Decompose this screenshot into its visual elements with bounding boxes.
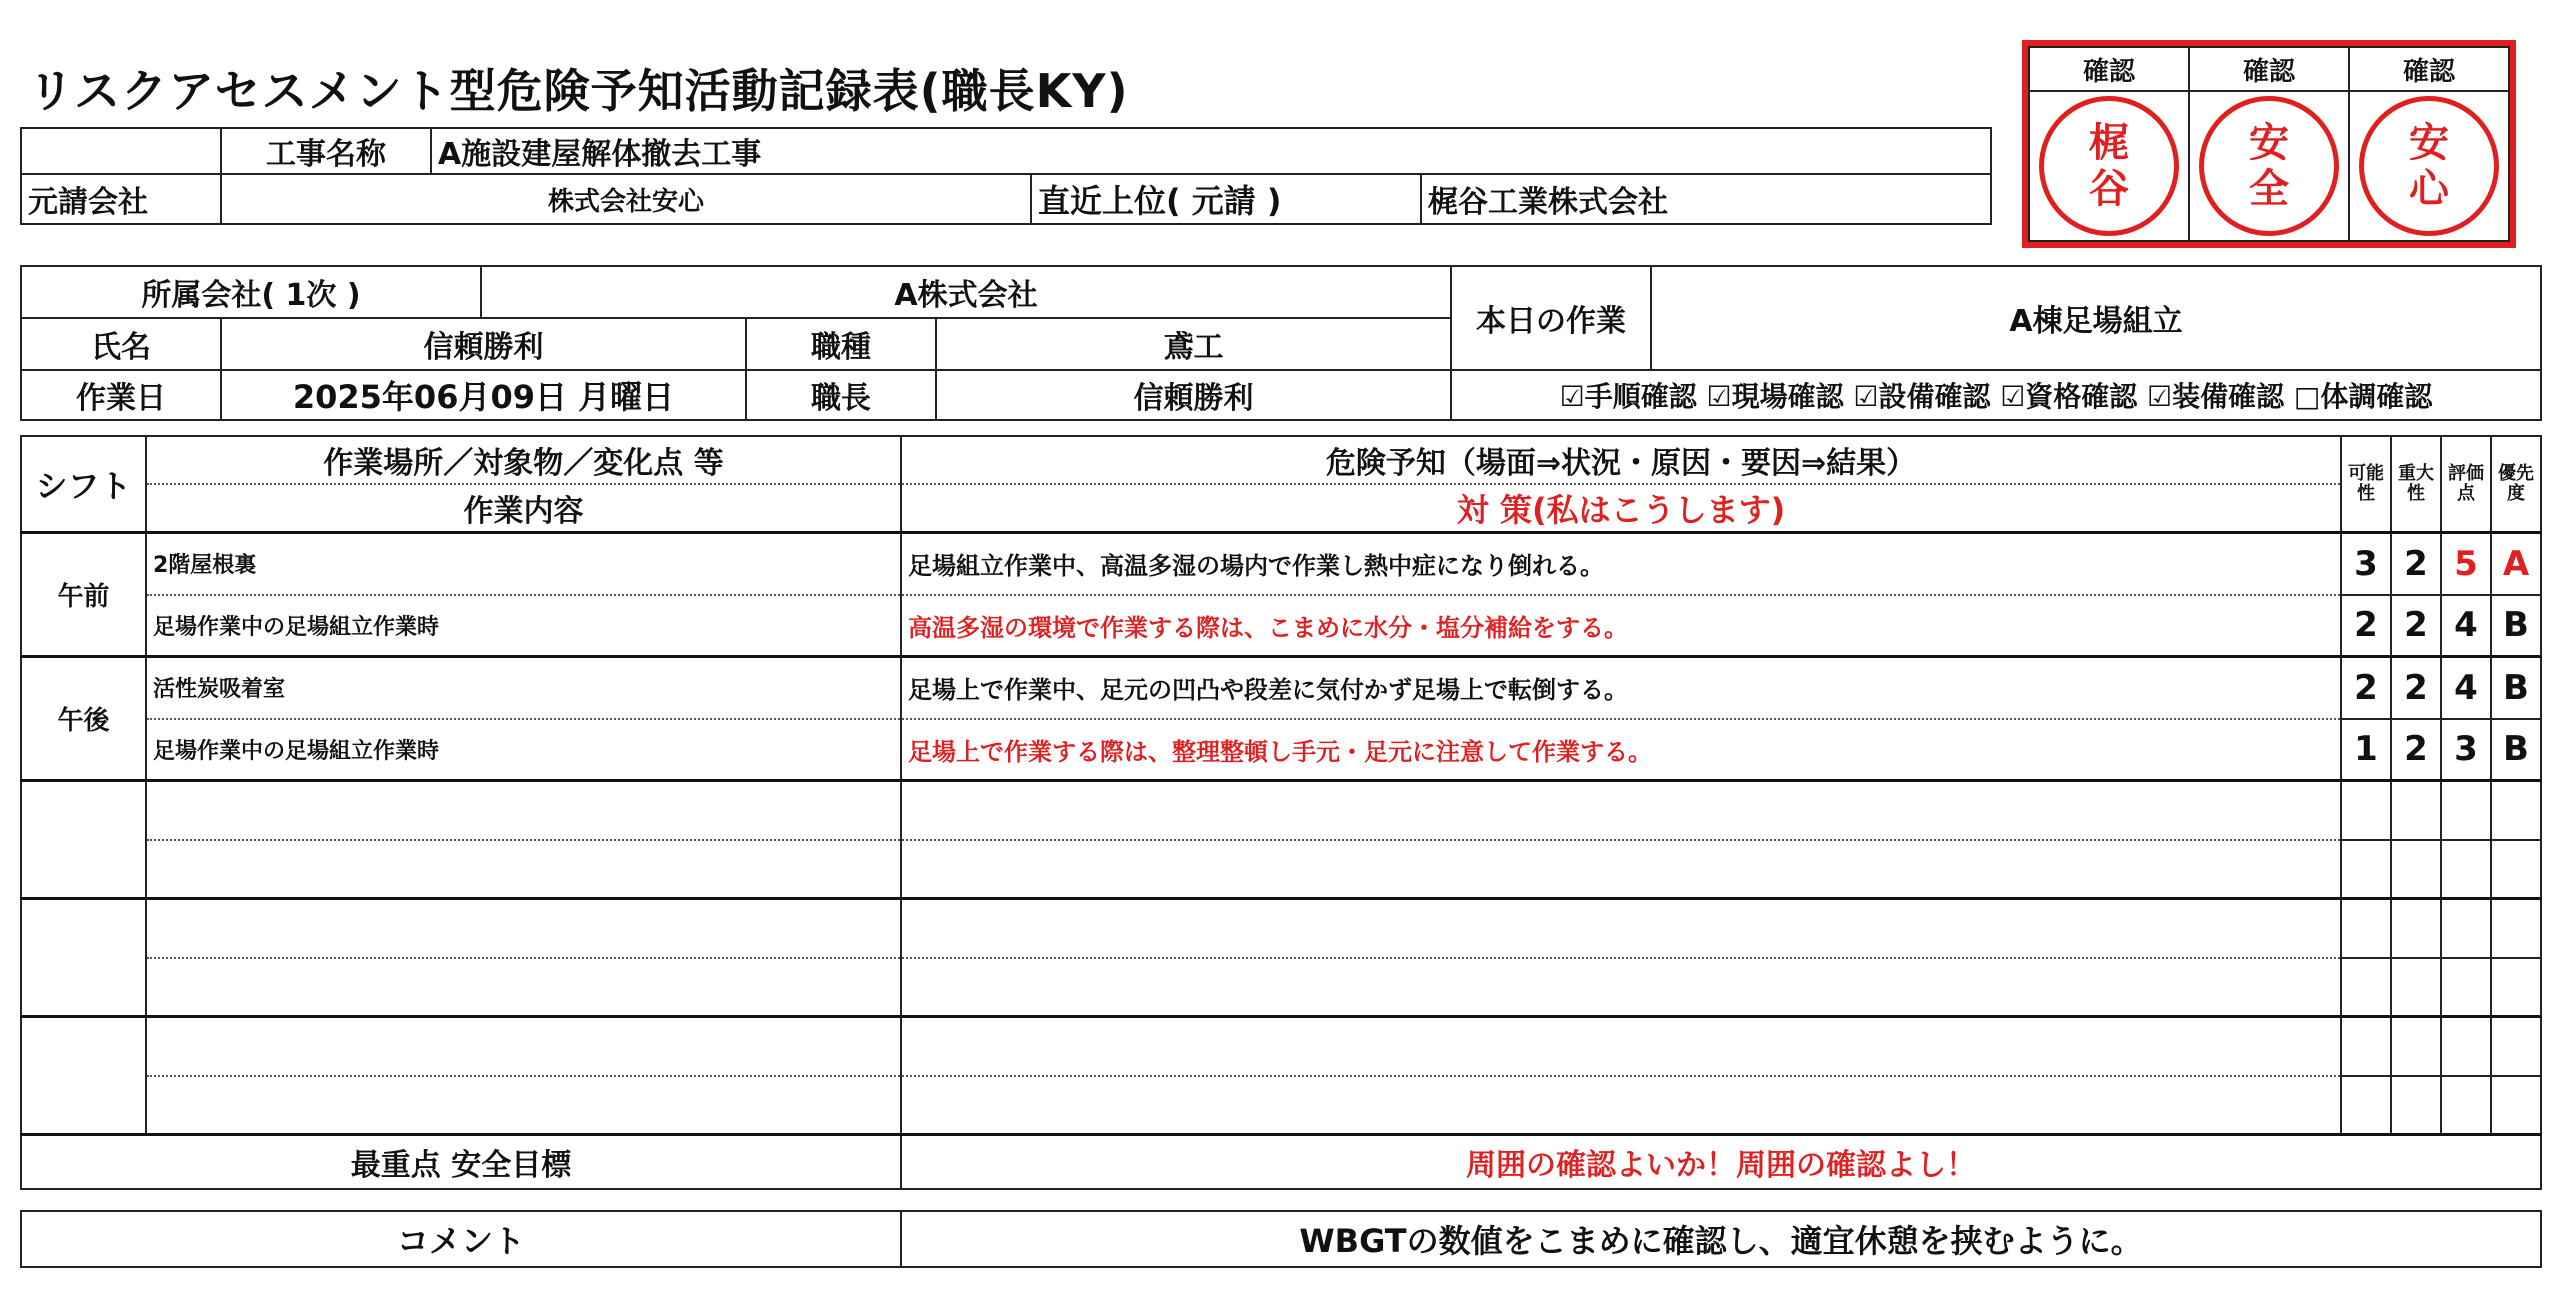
col-possibility: 可能性 bbox=[2341, 436, 2391, 533]
score-severity: 2 bbox=[2391, 657, 2441, 719]
company-value: A株式会社 bbox=[481, 266, 1451, 318]
foreman-value: 信頼勝利 bbox=[936, 370, 1451, 420]
place-header: 作業場所／対象物／変化点 等 bbox=[146, 436, 901, 484]
today-work-value: A棟足場組立 bbox=[1651, 266, 2541, 370]
col-priority: 優先度 bbox=[2491, 436, 2541, 533]
measure-cell: 高温多湿の環境で作業する際は、こまめに水分・塩分補給をする。 bbox=[901, 595, 2341, 657]
col-severity: 重大性 bbox=[2391, 436, 2441, 533]
today-work-label: 本日の作業 bbox=[1451, 266, 1651, 370]
project-table bbox=[20, 127, 1992, 225]
shift-empty bbox=[21, 1017, 146, 1135]
approval-label: 確認 bbox=[2029, 47, 2189, 91]
measure-cell: 足場上で作業する際は、整理整頓し手元・足元に注意して作業する。 bbox=[901, 719, 2341, 781]
content-cell bbox=[146, 1076, 901, 1135]
seal-stamp: 安 全 bbox=[2199, 96, 2339, 236]
content-header: 作業内容 bbox=[146, 484, 901, 533]
upper-value: 梶谷工業株式会社 bbox=[1421, 174, 1991, 224]
hazard-cell: 足場上で作業中、足元の凹凸や段差に気付かず足場上で転倒する。 bbox=[901, 657, 2341, 719]
project-value: A施設建屋解体撤去工事 bbox=[431, 128, 1991, 174]
measure-cell bbox=[901, 1076, 2341, 1135]
company-label: 所属会社( 1次 ) bbox=[21, 266, 481, 318]
approval-label: 確認 bbox=[2189, 47, 2349, 91]
place-cell bbox=[146, 1017, 901, 1076]
date-value: 2025年06月09日 月曜日 bbox=[221, 370, 746, 420]
prime-label: 元請会社 bbox=[21, 174, 221, 224]
info-table bbox=[20, 265, 2542, 421]
date-label: 作業日 bbox=[21, 370, 221, 420]
approval-table bbox=[2028, 46, 2510, 242]
measure-header: 対 策(私はこうします) bbox=[901, 484, 2341, 533]
seal-stamp: 安 心 bbox=[2359, 96, 2499, 236]
comment-label: コメント bbox=[21, 1211, 901, 1267]
score-possibility: 3 bbox=[2341, 533, 2391, 595]
score-evaluation: 3 bbox=[2441, 719, 2491, 781]
ky-table bbox=[20, 435, 2542, 1190]
score-severity: 2 bbox=[2391, 595, 2441, 657]
seal-stamp: 梶 谷 bbox=[2039, 96, 2179, 236]
score-evaluation: 5 bbox=[2441, 533, 2491, 595]
comment-value: WBGTの数値をこまめに確認し、適宜休憩を挟むように。 bbox=[901, 1211, 2541, 1267]
project-label: 工事名称 bbox=[221, 128, 431, 174]
checklist: ☑手順確認 ☑現場確認 ☑設備確認 ☑資格確認 ☑装備確認 □体調確認 bbox=[1451, 370, 2541, 420]
upper-label: 直近上位( 元請 ) bbox=[1031, 174, 1421, 224]
goal-value: 周囲の確認よいか！周囲の確認よし！ bbox=[901, 1135, 2541, 1189]
shift-empty bbox=[21, 781, 146, 899]
goal-label: 最重点 安全目標 bbox=[21, 1135, 901, 1189]
place-cell bbox=[146, 781, 901, 840]
score-priority: A bbox=[2491, 533, 2541, 595]
shift-header: シフト bbox=[21, 436, 146, 533]
measure-cell bbox=[901, 840, 2341, 899]
place-cell bbox=[146, 899, 901, 958]
score-priority: B bbox=[2491, 719, 2541, 781]
score-severity: 2 bbox=[2391, 719, 2441, 781]
score-evaluation: 4 bbox=[2441, 657, 2491, 719]
measure-cell bbox=[901, 958, 2341, 1017]
hazard-cell bbox=[901, 1017, 2341, 1076]
hazard-cell bbox=[901, 781, 2341, 840]
content-cell bbox=[146, 840, 901, 899]
name-label: 氏名 bbox=[21, 318, 221, 370]
trade-label: 職種 bbox=[746, 318, 936, 370]
score-possibility: 2 bbox=[2341, 595, 2391, 657]
place-cell: 活性炭吸着室 bbox=[146, 657, 901, 719]
content-cell bbox=[146, 958, 901, 1017]
score-evaluation: 4 bbox=[2441, 595, 2491, 657]
trade-value: 鳶工 bbox=[936, 318, 1451, 370]
prime-value: 株式会社安心 bbox=[221, 174, 1031, 224]
content-cell: 足場作業中の足場組立作業時 bbox=[146, 595, 901, 657]
score-possibility: 1 bbox=[2341, 719, 2391, 781]
foreman-label: 職長 bbox=[746, 370, 936, 420]
score-priority: B bbox=[2491, 657, 2541, 719]
hazard-cell: 足場組立作業中、高温多湿の場内で作業し熱中症になり倒れる。 bbox=[901, 533, 2341, 595]
col-evaluation: 評価点 bbox=[2441, 436, 2491, 533]
approval-box bbox=[2022, 40, 2516, 248]
shift-am: 午前 bbox=[21, 533, 146, 657]
score-possibility: 2 bbox=[2341, 657, 2391, 719]
place-cell: 2階屋根裏 bbox=[146, 533, 901, 595]
content-cell: 足場作業中の足場組立作業時 bbox=[146, 719, 901, 781]
hazard-cell bbox=[901, 899, 2341, 958]
page-title: リスクアセスメント型危険予知活動記録表(職長KY) bbox=[28, 64, 1129, 118]
shift-pm: 午後 bbox=[21, 657, 146, 781]
name-value: 信頼勝利 bbox=[221, 318, 746, 370]
approval-label: 確認 bbox=[2349, 47, 2509, 91]
score-severity: 2 bbox=[2391, 533, 2441, 595]
hazard-header: 危険予知（場面⇒状況・原因・要因⇒結果） bbox=[901, 436, 2341, 484]
shift-empty bbox=[21, 899, 146, 1017]
comment-table bbox=[20, 1210, 2542, 1268]
score-priority: B bbox=[2491, 595, 2541, 657]
